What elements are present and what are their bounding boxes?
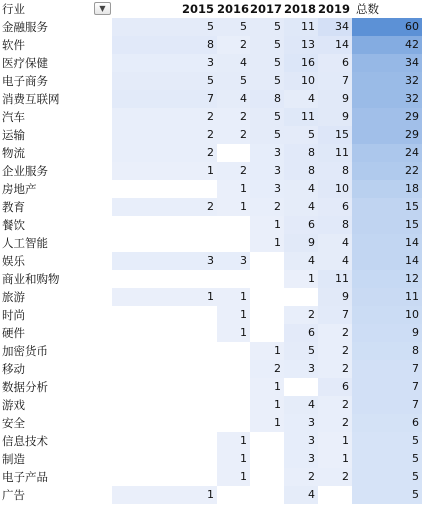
value-cell-2019[interactable]: 2 <box>318 468 352 486</box>
total-cell[interactable]: 10 <box>352 306 422 324</box>
value-cell-2016[interactable]: 2 <box>217 162 250 180</box>
value-cell-2015[interactable] <box>112 468 217 486</box>
header-row <box>0 0 422 19</box>
total-cell[interactable]: 12 <box>352 270 422 288</box>
table-row <box>0 108 422 126</box>
row-label[interactable]: 数据分析 <box>0 378 112 396</box>
table-row <box>0 72 422 90</box>
value-cell-2018[interactable]: 5 <box>284 342 318 360</box>
value-cell-2017[interactable]: 1 <box>250 234 284 252</box>
value-cell-2016[interactable]: 1 <box>217 450 250 468</box>
value-cell-2016[interactable]: 1 <box>217 468 250 486</box>
row-label[interactable]: 制造 <box>0 450 112 468</box>
value-cell-2019[interactable]: 9 <box>318 108 352 126</box>
table-row <box>0 162 422 180</box>
total-cell[interactable]: 5 <box>352 450 422 468</box>
value-cell-2019[interactable]: 4 <box>318 252 352 270</box>
total-cell[interactable]: 32 <box>352 90 422 108</box>
value-cell-2016[interactable]: 2 <box>217 126 250 144</box>
row-label[interactable]: 企业服务 <box>0 162 112 180</box>
value-cell-2017[interactable] <box>250 486 284 504</box>
year-header-2016[interactable]: 2016 <box>217 2 250 16</box>
value-cell-2015[interactable] <box>112 216 217 234</box>
table-row <box>0 486 422 504</box>
value-cell-2016[interactable]: 2 <box>217 36 250 54</box>
value-cell-2015[interactable]: 2 <box>112 108 217 126</box>
value-cell-2017[interactable]: 1 <box>250 378 284 396</box>
value-cell-2018[interactable]: 13 <box>284 36 318 54</box>
table-row <box>0 252 422 270</box>
value-cell-2015[interactable] <box>112 234 217 252</box>
value-cell-2015[interactable] <box>112 342 217 360</box>
year-header-2017[interactable]: 2017 <box>250 2 283 16</box>
value-cell-2017[interactable] <box>250 324 284 342</box>
value-cell-2018[interactable]: 2 <box>284 468 318 486</box>
row-label[interactable]: 移动 <box>0 360 112 378</box>
value-cell-2018[interactable]: 11 <box>284 18 318 36</box>
value-cell-2015[interactable] <box>112 450 217 468</box>
value-cell-2016[interactable] <box>217 396 250 414</box>
value-cell-2018[interactable]: 10 <box>284 72 318 90</box>
value-cell-2019[interactable]: 2 <box>318 414 352 432</box>
row-label[interactable]: 娱乐 <box>0 252 112 270</box>
value-cell-2018[interactable]: 9 <box>284 234 318 252</box>
value-cell-2018[interactable]: 4 <box>284 90 318 108</box>
row-label[interactable]: 软件 <box>0 36 112 54</box>
table-row <box>0 144 422 162</box>
table-row <box>0 360 422 378</box>
row-label[interactable]: 电子商务 <box>0 72 112 90</box>
value-cell-2015[interactable]: 2 <box>112 198 217 216</box>
value-cell-2019[interactable]: 9 <box>318 288 352 306</box>
table-row <box>0 396 422 414</box>
value-cell-2016[interactable] <box>217 270 250 288</box>
value-cell-2016[interactable] <box>217 378 250 396</box>
value-cell-2019[interactable]: 1 <box>318 432 352 450</box>
value-cell-2019[interactable]: 1 <box>318 450 352 468</box>
value-cell-2019[interactable]: 7 <box>318 72 352 90</box>
table-row <box>0 180 422 198</box>
value-cell-2018[interactable]: 16 <box>284 54 318 72</box>
table-row <box>0 288 422 306</box>
value-cell-2015[interactable] <box>112 432 217 450</box>
value-cell-2017[interactable]: 5 <box>250 72 284 90</box>
value-cell-2018[interactable]: 8 <box>284 144 318 162</box>
value-cell-2019[interactable] <box>318 486 352 504</box>
value-cell-2015[interactable]: 1 <box>112 486 217 504</box>
table-row <box>0 234 422 252</box>
value-cell-2019[interactable]: 8 <box>318 162 352 180</box>
row-label[interactable]: 运输 <box>0 126 112 144</box>
value-cell-2017[interactable]: 1 <box>250 216 284 234</box>
total-cell[interactable]: 29 <box>352 126 422 144</box>
value-cell-2015[interactable]: 3 <box>112 54 217 72</box>
value-cell-2016[interactable] <box>217 486 250 504</box>
total-cell[interactable]: 18 <box>352 180 422 198</box>
total-cell[interactable]: 7 <box>352 360 422 378</box>
table-row <box>0 18 422 36</box>
total-cell[interactable]: 29 <box>352 108 422 126</box>
value-cell-2017[interactable]: 5 <box>250 18 284 36</box>
total-cell[interactable]: 11 <box>352 288 422 306</box>
row-label[interactable]: 时尚 <box>0 306 112 324</box>
value-cell-2015[interactable] <box>112 180 217 198</box>
value-cell-2019[interactable]: 10 <box>318 180 352 198</box>
value-cell-2017[interactable]: 3 <box>250 162 284 180</box>
table-row <box>0 468 422 486</box>
value-cell-2018[interactable]: 4 <box>284 198 318 216</box>
value-cell-2016[interactable] <box>217 342 250 360</box>
total-cell[interactable]: 24 <box>352 144 422 162</box>
total-cell[interactable]: 15 <box>352 216 422 234</box>
value-cell-2018[interactable]: 4 <box>284 180 318 198</box>
table-row <box>0 198 422 216</box>
value-cell-2015[interactable]: 7 <box>112 90 217 108</box>
value-cell-2016[interactable]: 1 <box>217 198 250 216</box>
value-cell-2017[interactable] <box>250 432 284 450</box>
row-label[interactable]: 加密货币 <box>0 342 112 360</box>
total-cell[interactable]: 5 <box>352 486 422 504</box>
value-cell-2016[interactable]: 4 <box>217 54 250 72</box>
value-cell-2018[interactable]: 11 <box>284 108 318 126</box>
value-cell-2015[interactable] <box>112 306 217 324</box>
value-cell-2017[interactable]: 2 <box>250 198 284 216</box>
row-label[interactable]: 金融服务 <box>0 18 112 36</box>
total-cell[interactable]: 15 <box>352 198 422 216</box>
table-row <box>0 306 422 324</box>
value-cell-2018[interactable]: 6 <box>284 324 318 342</box>
value-cell-2016[interactable]: 3 <box>217 252 250 270</box>
value-cell-2017[interactable] <box>250 270 284 288</box>
value-cell-2016[interactable]: 5 <box>217 72 250 90</box>
value-cell-2017[interactable] <box>250 306 284 324</box>
value-cell-2016[interactable]: 1 <box>217 180 250 198</box>
table-row <box>0 216 422 234</box>
value-cell-2018[interactable]: 4 <box>284 252 318 270</box>
total-cell[interactable]: 8 <box>352 342 422 360</box>
value-cell-2017[interactable]: 1 <box>250 396 284 414</box>
value-cell-2019[interactable]: 4 <box>318 234 352 252</box>
total-cell[interactable]: 14 <box>352 252 422 270</box>
value-cell-2015[interactable]: 8 <box>112 36 217 54</box>
value-cell-2018[interactable]: 3 <box>284 432 318 450</box>
row-label[interactable]: 商业和购物 <box>0 270 112 288</box>
value-cell-2015[interactable] <box>112 324 217 342</box>
table-row <box>0 270 422 288</box>
value-cell-2019[interactable]: 2 <box>318 360 352 378</box>
value-cell-2019[interactable]: 8 <box>318 216 352 234</box>
value-cell-2017[interactable]: 5 <box>250 126 284 144</box>
value-cell-2019[interactable]: 2 <box>318 396 352 414</box>
value-cell-2015[interactable] <box>112 396 217 414</box>
value-cell-2018[interactable]: 4 <box>284 486 318 504</box>
value-cell-2018[interactable]: 3 <box>284 450 318 468</box>
value-cell-2016[interactable] <box>217 144 250 162</box>
total-cell[interactable]: 60 <box>352 18 422 36</box>
value-cell-2019[interactable]: 7 <box>318 306 352 324</box>
total-cell[interactable]: 6 <box>352 414 422 432</box>
value-cell-2016[interactable]: 5 <box>217 18 250 36</box>
value-cell-2016[interactable]: 1 <box>217 288 250 306</box>
value-cell-2016[interactable]: 2 <box>217 108 250 126</box>
category-header[interactable]: 行业 <box>0 0 112 18</box>
value-cell-2016[interactable] <box>217 414 250 432</box>
value-cell-2017[interactable]: 3 <box>250 180 284 198</box>
row-label[interactable]: 硬件 <box>0 324 112 342</box>
row-label[interactable]: 医疗保健 <box>0 54 112 72</box>
year-header-2015[interactable]: 2015 <box>181 2 214 16</box>
value-cell-2017[interactable] <box>250 450 284 468</box>
value-cell-2017[interactable]: 5 <box>250 54 284 72</box>
value-cell-2016[interactable] <box>217 216 250 234</box>
total-cell[interactable]: 7 <box>352 396 422 414</box>
value-cell-2015[interactable] <box>112 270 217 288</box>
row-label[interactable]: 游戏 <box>0 396 112 414</box>
table-row <box>0 324 422 342</box>
row-label[interactable]: 房地产 <box>0 180 112 198</box>
row-label[interactable]: 信息技术 <box>0 432 112 450</box>
value-cell-2019[interactable]: 34 <box>318 18 352 36</box>
value-cell-2019[interactable]: 2 <box>318 342 352 360</box>
value-cell-2015[interactable]: 2 <box>112 126 217 144</box>
row-label[interactable]: 消费互联网 <box>0 90 112 108</box>
total-cell[interactable]: 14 <box>352 234 422 252</box>
table-row <box>0 36 422 54</box>
value-cell-2018[interactable]: 3 <box>284 360 318 378</box>
value-cell-2016[interactable]: 1 <box>217 306 250 324</box>
value-cell-2017[interactable]: 5 <box>250 36 284 54</box>
value-cell-2019[interactable]: 6 <box>318 54 352 72</box>
value-cell-2015[interactable] <box>112 378 217 396</box>
value-cell-2015[interactable]: 5 <box>112 18 217 36</box>
table-row <box>0 54 422 72</box>
value-cell-2015[interactable]: 1 <box>112 288 217 306</box>
total-cell[interactable]: 5 <box>352 432 422 450</box>
value-cell-2018[interactable]: 4 <box>284 396 318 414</box>
value-cell-2019[interactable]: 6 <box>318 378 352 396</box>
value-cell-2017[interactable] <box>250 252 284 270</box>
value-cell-2016[interactable] <box>217 360 250 378</box>
value-cell-2019[interactable]: 15 <box>318 126 352 144</box>
value-cell-2018[interactable]: 2 <box>284 306 318 324</box>
row-label[interactable]: 餐饮 <box>0 216 112 234</box>
total-cell[interactable]: 34 <box>352 54 422 72</box>
row-label[interactable]: 物流 <box>0 144 112 162</box>
value-cell-2016[interactable]: 1 <box>217 432 250 450</box>
row-label[interactable]: 人工智能 <box>0 234 112 252</box>
table-row <box>0 450 422 468</box>
value-cell-2015[interactable]: 2 <box>112 144 217 162</box>
table-row <box>0 90 422 108</box>
row-label[interactable]: 旅游 <box>0 288 112 306</box>
value-cell-2016[interactable]: 4 <box>217 90 250 108</box>
value-cell-2019[interactable]: 11 <box>318 144 352 162</box>
value-cell-2015[interactable]: 5 <box>112 72 217 90</box>
total-cell[interactable]: 9 <box>352 324 422 342</box>
value-cell-2016[interactable] <box>217 234 250 252</box>
value-cell-2018[interactable]: 3 <box>284 414 318 432</box>
value-cell-2018[interactable] <box>284 288 318 306</box>
row-label[interactable]: 教育 <box>0 198 112 216</box>
value-cell-2018[interactable] <box>284 378 318 396</box>
value-cell-2017[interactable] <box>250 288 284 306</box>
row-label[interactable]: 电子产品 <box>0 468 112 486</box>
row-label[interactable]: 汽车 <box>0 108 112 126</box>
value-cell-2018[interactable]: 1 <box>284 270 318 288</box>
row-label[interactable]: 安全 <box>0 414 112 432</box>
table-row <box>0 126 422 144</box>
table-row <box>0 342 422 360</box>
value-cell-2019[interactable]: 2 <box>318 324 352 342</box>
value-cell-2017[interactable]: 5 <box>250 108 284 126</box>
table-row <box>0 378 422 396</box>
value-cell-2019[interactable]: 14 <box>318 36 352 54</box>
value-cell-2019[interactable]: 11 <box>318 270 352 288</box>
value-cell-2018[interactable]: 6 <box>284 216 318 234</box>
value-cell-2017[interactable]: 1 <box>250 414 284 432</box>
year-header-2018[interactable]: 2018 <box>284 2 317 16</box>
filter-dropdown-icon[interactable]: ▼ <box>94 2 111 15</box>
total-header[interactable]: 总数 <box>356 2 379 16</box>
value-cell-2017[interactable]: 3 <box>250 144 284 162</box>
total-cell[interactable]: 42 <box>352 36 422 54</box>
value-cell-2015[interactable] <box>112 414 217 432</box>
value-cell-2015[interactable] <box>112 360 217 378</box>
table-row <box>0 414 422 432</box>
value-cell-2018[interactable]: 8 <box>284 162 318 180</box>
total-cell[interactable]: 22 <box>352 162 422 180</box>
value-cell-2016[interactable]: 1 <box>217 324 250 342</box>
value-cell-2019[interactable]: 6 <box>318 198 352 216</box>
total-cell[interactable]: 32 <box>352 72 422 90</box>
total-cell[interactable]: 5 <box>352 468 422 486</box>
value-cell-2017[interactable] <box>250 468 284 486</box>
value-cell-2017[interactable]: 8 <box>250 90 284 108</box>
total-cell[interactable]: 7 <box>352 378 422 396</box>
row-label[interactable]: 广告 <box>0 486 112 504</box>
value-cell-2018[interactable]: 5 <box>284 126 318 144</box>
table-row <box>0 432 422 450</box>
value-cell-2017[interactable]: 1 <box>250 342 284 360</box>
value-cell-2019[interactable]: 9 <box>318 90 352 108</box>
value-cell-2017[interactable]: 2 <box>250 360 284 378</box>
value-cell-2015[interactable]: 3 <box>112 252 217 270</box>
value-cell-2015[interactable]: 1 <box>112 162 217 180</box>
year-header-2019[interactable]: 2019 <box>318 2 351 16</box>
